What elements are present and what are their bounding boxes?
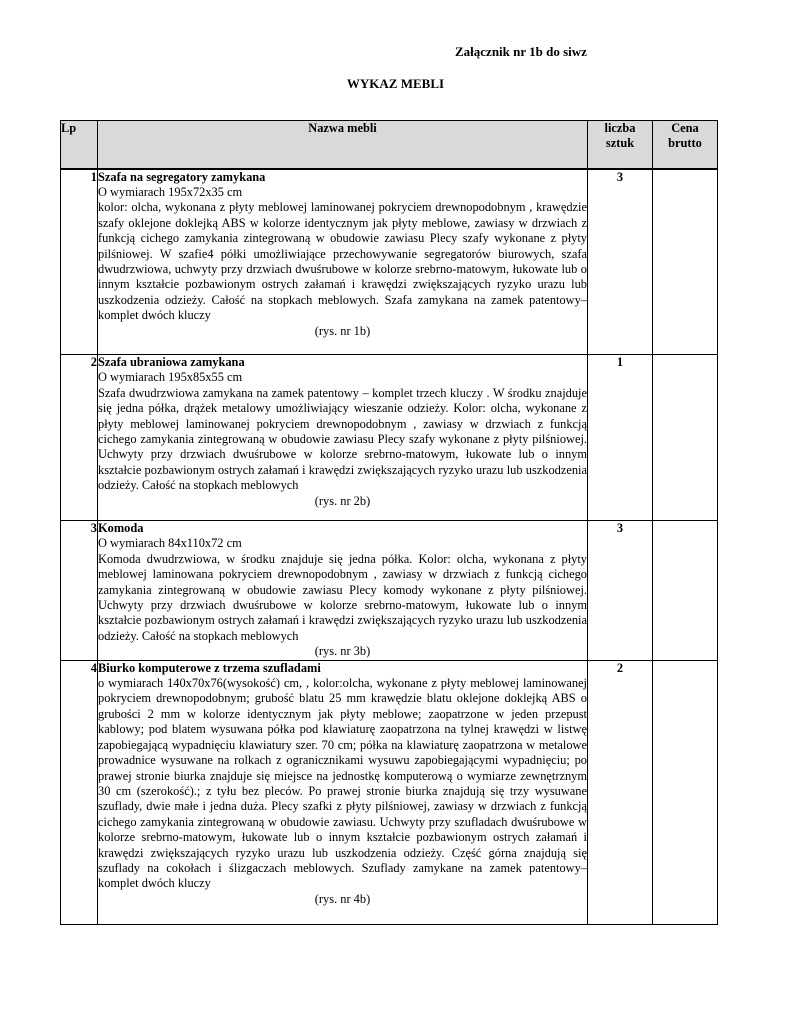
item-price (653, 355, 718, 521)
item-title: Biurko komputerowe z trzema szufladami (98, 660, 321, 675)
column-header-price-line2: brutto (668, 136, 702, 150)
row-number: 1 (61, 169, 98, 355)
table-row (61, 169, 718, 355)
item-dimensions: O wymiarach 84x110x72 cm (98, 536, 242, 551)
column-header-quantity (588, 121, 653, 169)
column-header-name: Nazwa mebli (98, 121, 588, 169)
page-title: WYKAZ MEBLI (346, 76, 445, 91)
item-cell (98, 660, 588, 924)
item-dimensions: O wymiarach 195x85x55 cm (98, 370, 243, 385)
item-description: Szafa dwudrzwiowa zamykana na zamek patentowy – komplet trzech kluczy . W środku znajduje się jedna półka, drążek metalowy umożliwiający wieszanie odzieży. Kolor: olcha, wykonane z płyty meblowej laminowanej pokryciem drewnopodobnym , zawiasy w drzwiach z funkcją cichego zamykania zintegrowaną w obudowie zawiasu Plecy szafy wykonane z płyty pilśniowej. Uchwyty przy drzwiach dwuśrubowe w kolorze srebrno-matowym, łukowate lub o innym kształcie pozbawionym ostrych załamań i krawędzi zwiększających ryzyko urazu lub uszkodzenia odzieży. Całość na stopkach meblowych (98, 385, 587, 493)
page-header (0, 0, 791, 110)
item-quantity: 3 (588, 521, 653, 661)
item-price (653, 169, 718, 355)
annex-label: Załącznik nr 1b do siwz (455, 44, 587, 59)
row-number: 4 (61, 660, 98, 924)
furniture-table (60, 120, 718, 925)
table-row (61, 521, 718, 661)
item-dimensions: O wymiarach 195x72x35 cm (98, 184, 243, 199)
item-title: Komoda (98, 521, 144, 535)
table-row (61, 355, 718, 521)
item-cell (98, 355, 588, 521)
item-quantity: 3 (588, 169, 653, 355)
column-header-price-line1: Cena (671, 121, 699, 135)
column-header-quantity-line2: sztuk (605, 136, 635, 150)
item-price (653, 521, 718, 661)
item-description: Komoda dwudrzwiowa, w środku znajduje się jedna półka. Kolor: olcha, wykonana z płyty meblowej laminowana pokryciem drewnopodobnym , zawiasy w drzwiach z funkcją cichego zamykania zintegrowaną w obudowie zawiasu Plecy komody wykonane z płyty pilśniowej. Uchwyty przy drzwiach dwuśrubowe w kolorze srebrno-matowym, łukowate lub o innym kształcie pozbawionym ostrych załamań i krawędzi zwiększających ryzyko urazu lub uszkodzenia odzieży. Całość na stopkach meblowych (98, 551, 587, 643)
column-header-lp: Lp (61, 121, 98, 169)
row-number: 3 (61, 521, 98, 661)
item-figure-ref: (rys. nr 3b) (314, 644, 371, 659)
item-cell (98, 169, 588, 355)
item-figure-ref: (rys. nr 2b) (314, 493, 371, 508)
item-figure-ref: (rys. nr 4b) (314, 891, 371, 906)
item-quantity: 1 (588, 355, 653, 521)
item-quantity: 2 (588, 660, 653, 924)
item-cell (98, 521, 588, 661)
table-header-row (61, 121, 718, 169)
item-title: Szafa na segregatory zamykana (98, 169, 266, 184)
row-number: 2 (61, 355, 98, 521)
column-header-quantity-line1: liczba (604, 121, 636, 135)
table-row (61, 660, 718, 924)
item-description: kolor: olcha, wykonana z płyty meblowej laminowanej pokryciem drewnopodobnym , krawędzie szafy oklejone doklejką ABS w kolorze identycznym jak płyty meblowe, zawiasy w drzwiach z funkcją cichego zamykania zintegrowaną w obudowie zawiasu Plecy szafy wykonane z płyty pilśniowej. W szafie4 półki umożliwiające przechowywanie segregatorów biurowych, szafa dwudrzwiowa, uchwyty przy drzwiach dwuśrubowe w kolorze srebrno-matowym, łukowate lub o innym kształcie pozbawionym ostrych załamań i krawędzi zwiększających ryzyko urazu lub uszkodzenia odzieży. Całość na stopkach meblowych. Szafa zamykana na zamek patentowy– komplet dwóch kluczy (98, 200, 587, 323)
column-header-price (653, 121, 718, 169)
item-figure-ref: (rys. nr 1b) (314, 323, 371, 338)
item-description: o wymiarach 140x70x76(wysokość) cm, , kolor:olcha, wykonane z płyty meblowej laminowanej pokryciem drewnopodobnym; grubość blatu 25 mm krawędzie blatu oklejone doklejką ABS o grubości 2 mm w kolorze identycznym jak płyty meblowe; zaopatrzone w jeden przepust kablowy; pod blatem wysuwana półka pod klawiaturę zaopatrzona na tylnej krawędzi w listwę zapobiegającą wypadnięciu klawiatury szer. 70 cm; półka na klawiaturę zaopatrzona w metalowe prowadnice wysuwane na rolkach z ogranicznikami wysuwu zapobiegającymi wypadnięciu; po prawej stronie biurka znajduje się miejsce na jednostkę komputerową o wymiarze zewnętrznym 30 cm (szerokość).; z tyłu bez pleców. Po prawej stronie biurka znajdują się trzy wysuwane szuflady, dwie małe i jedna duża. Plecy szafki z płyty pilśniowej, zawiasy w drzwiach z funkcją cichego zamykania zintegrowaną w obudowie zawiasu. Uchwyty przy szufladach dwuśrubowe w kolorze srebrno-matowym, łukowate lub o innym kształcie pozbawionym ostrych załamań i krawędzi zwiększających ryzyko urazu lub uszkodzenia odzieży. Część górna znajdują się szuflady na cokołach i ślizgaczach meblowych. Szuflady zamykane na zamek patentowy– komplet dwóch kluczy (98, 676, 587, 891)
item-price (653, 660, 718, 924)
item-title: Szafa ubraniowa zamykana (98, 355, 245, 369)
